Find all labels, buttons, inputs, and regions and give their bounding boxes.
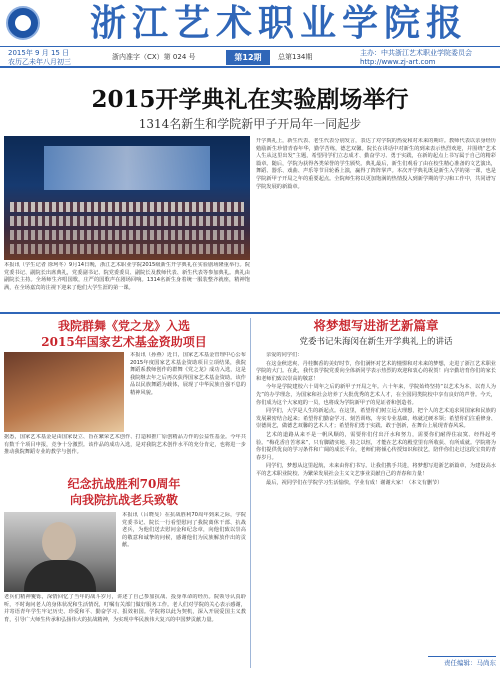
dance-performance-photo xyxy=(4,352,124,432)
lead-article-body: 开学典礼上，新生代表、老生代表分别发言，表达了对学院的热爱和对未来的期许。教师代表以亲身经历勉励新生珍惜青春年华，勤学苦练，德艺双馨。院长在讲话中对新生的到来表示热烈欢迎，并围绕“艺术人生从这里出发”主题，希望同学们立志成才、勤奋学习、勇于实践，在新的起点上书写属于自己的精彩篇章。随后，学院为获得各类荣誉的学生颁奖。典礼最后，新生们观看了由在校生精心准备的文艺演出，舞蹈、器乐、戏曲、声乐等节目轮番上演，赢得了阵阵掌声。本次开学典礼既是新生入学的第一课，也是学院新甲子开局之年的重要起点。全院师生将以更加饱满的热情投入到新学期的学习和工作中，共同谱写学院发展的新篇章。 xyxy=(256,138,496,190)
audience-row xyxy=(10,216,244,226)
audience-row xyxy=(10,244,244,254)
ceremony-stage-photo xyxy=(4,136,250,260)
issue-date-block xyxy=(8,49,108,67)
column-divider xyxy=(250,318,251,668)
masthead xyxy=(0,0,500,46)
memorial-article-title-line2: 向我院抗战老兵致敬 xyxy=(69,493,178,507)
photo-caption: 本报讯（学生记者 徐珂冬）9月14日晚，浙江艺术职业学院2015级新生开学典礼在实验剧场隆重举行。院党委书记、副院长出席典礼，党委副书记、院党委委员、副院长及教师代表、新生代表等参加典礼。典礼由副院长主持。全场师生齐唱国歌，庄严的国歌声在剧场回响。1314名新生身着统一服装整齐就座，精神饱满，在全场嘉宾的注视下迎来了他们大学生涯的第一课。 xyxy=(4,262,250,291)
speech-paragraph: 同学们，梦想从这里起航，未来由你们书写。让我们携手共进，将梦想写进浙艺新篇章，为建设高水平的艺术职业院校、为繁荣发展社会主义文艺事业贡献自己的青春和力量！ xyxy=(256,463,496,477)
total-issue-number: 总第134期 xyxy=(278,53,313,61)
portrait-body xyxy=(24,560,96,592)
award-article-body-continued: 据悉，国家艺术基金是由国家设立、旨在繁荣艺术创作、打造和推广原创精品力作的公益性基金。今年共有数千个项目申报，竞争十分激烈。该作品的成功入选，是对我院艺术创作水平的充分肯定，也将进一步推动我院舞蹈专业的教学与创作。 xyxy=(4,434,246,456)
speech-paragraph: 亲爱的同学们： xyxy=(266,352,303,358)
publication-number: 浙内准字（CX）第 024 号 xyxy=(112,53,196,61)
responsible-editor: 责任编辑：马尚东 xyxy=(428,656,496,669)
memorial-article-body-continued: 老兵们精神矍铄，深情回忆了当年的战斗岁月，讲述了自己参加抗战、投身革命的经历。院领导认真聆听，不时询问老人的身体状况和生活情况，叮嘱有关部门做好服务工作。老人们对学院的关心表示感谢，并寄语青年学生牢记历史、珍爱和平、勤奋学习、报效祖国。学院将以此为契机，深入开展爱国主义教育，引导广大师生传承和弘扬伟大的抗战精神，为实现中华民族伟大复兴的中国梦贡献力量。 xyxy=(4,594,246,623)
publisher: 主办：中共浙江艺术职业学院委员会 xyxy=(360,49,472,57)
lead-headline: 2015开学典礼在实验剧场举行 xyxy=(91,86,409,113)
speech-paragraph: 在这金秋送爽、丹桂飘香的美好时节，你们满怀对艺术的憧憬和对未来的梦想，走进了浙江艺术职业学院的大门。在此，我代表学院党委向全体新同学表示热烈的欢迎和衷心的祝贺！向辛勤培育你们的家长和老师们致以崇高的敬意！ xyxy=(256,360,496,382)
award-article-body: 本报讯（孙燕）近日，国家艺术基金管理中心公布2015年度国家艺术基金资助项目立项结果，我院舞蹈系教师创作的群舞《党之龙》成功入选，这是我院继去年之后再次获得国家艺术基金资助。该作品以民族舞蹈为载体，展现了中华民族自强不息的精神风貌。 xyxy=(130,352,246,396)
audience-row xyxy=(10,230,244,240)
veteran-portrait-photo xyxy=(4,512,116,592)
award-article-title: 我院群舞《党之龙》入选 xyxy=(57,319,190,333)
lead-subheadline: 1314名新生和学院新甲子开局年一同起步 xyxy=(138,117,362,131)
issue-number-badge: 第12期 xyxy=(226,50,270,65)
memorial-article-body: 本报讯（吕晓旻）在抗战胜利70周年到来之际，学院党委书记、院长一行看望慰问了我院离休干部、抗战老兵，为他们送去慰问金和纪念章，向他们致以崇高的敬意和诚挚的问候，感谢他们为民族解放作出的贡献。 xyxy=(122,512,246,549)
lunar-date: 农历乙未年八月初三 xyxy=(8,58,71,66)
award-article-title-line2: 2015年国家艺术基金资助项目 xyxy=(41,335,207,349)
issue-date: 2015年 9 月 15 日 xyxy=(8,49,70,57)
issue-info-bar xyxy=(0,46,500,68)
memorial-article-title: 纪念抗战胜利70周年 xyxy=(67,477,181,491)
speech-paragraph: 同学们，大学是人生的新起点。在这里，希望你们树立远大理想，把个人的艺术追求同国家和民族的发展紧密结合起来；希望你们勤奋学习、刻苦训练，夯实专业基础，练就过硬本领；希望你们注重修身、崇德尚艺，做德艺双馨的艺术人才；希望你们勇于实践、敢于创新，在舞台上展现青春风采。 xyxy=(256,408,496,430)
section-divider xyxy=(0,312,500,314)
speech-paragraph: 艺术的道路从来不是一帆风顺的，需要你们付出汗水和努力，需要你们耐得住寂寞、经得起考验。“梅花香自苦寒来”，只有脚踏实地、持之以恒，才能在艺术的殿堂里有所收获、有所成就。学院将为你们提供优良的学习条件和广阔的成长平台，老师们将倾心传授知识和技艺，陪伴你们走过这段宝贵的青春岁月。 xyxy=(256,431,496,461)
speech-article-body xyxy=(256,352,496,652)
website-link[interactable]: http://www.zj-art.com xyxy=(360,58,436,66)
stage-screen xyxy=(44,146,210,190)
portrait-head xyxy=(42,522,76,562)
newspaper-title: 浙江艺术职业学院报 xyxy=(89,3,468,43)
audience-row xyxy=(10,202,244,212)
speech-article-title: 将梦想写进浙艺新篇章 xyxy=(313,318,439,333)
speech-article-subtitle: 党委书记朱海闵在新生开学典礼上的讲话 xyxy=(299,337,453,347)
college-logo-icon xyxy=(6,6,40,40)
speech-paragraph: 今年是学院建校六十周年之后的新甲子开局之年。六十年来，学院始终坚持“以艺术为本、以育人为先”的办学理念，为国家和社会培养了大批优秀的艺术人才，在全国同类院校中享有良好的声誉。今天，你们成为这个大家庭的一员，也将成为学院新甲子的见证者和创造者。 xyxy=(256,384,496,406)
publisher-block xyxy=(360,49,498,67)
speech-paragraph: 最后，祝同学们在学院学习生活愉快，学业有成！谢谢大家！（本文有删节） xyxy=(266,479,443,486)
